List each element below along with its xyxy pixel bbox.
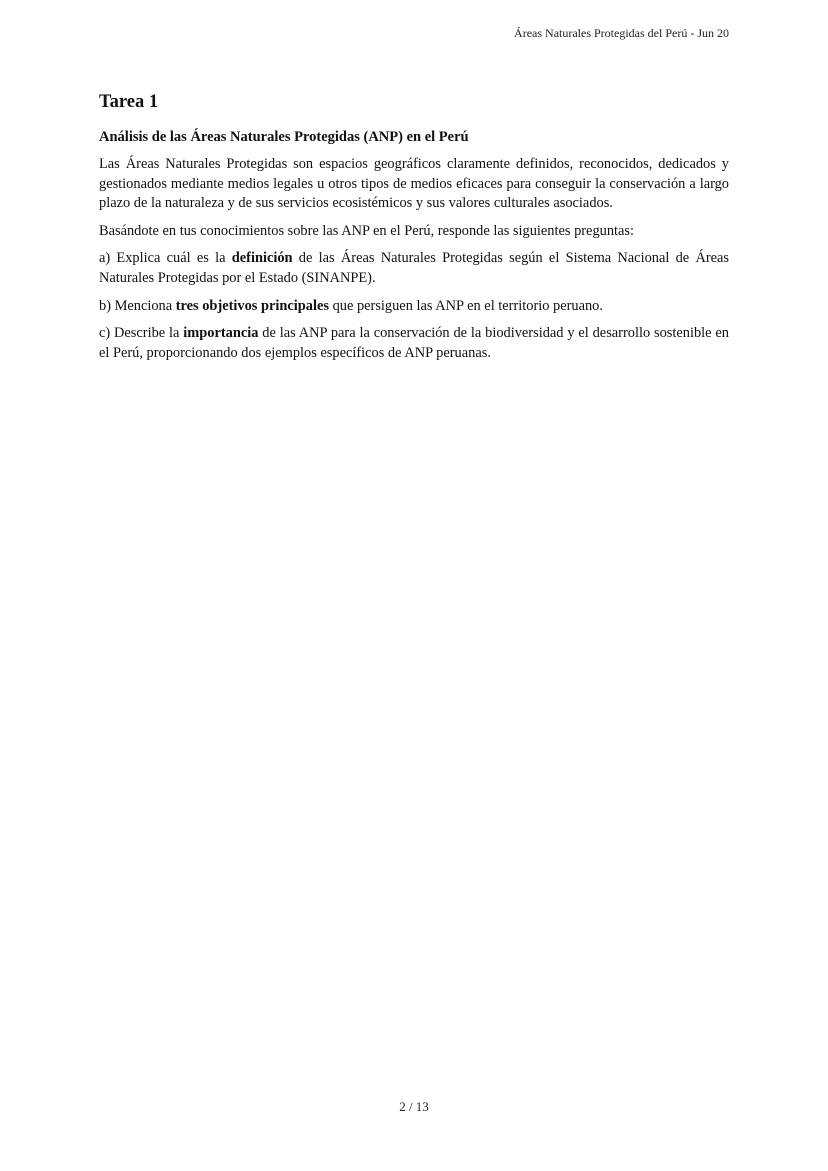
question-c [99,324,729,363]
running-header: Áreas Naturales Protegidas del Perú - Jun 20 [514,26,729,40]
question-c-text-rest: de las ANP para la conservación de la biodiversidad y el desarrollo sostenible en el Perú, proporcionando dos ejemplos específicos de ANP peruanas. [99,325,729,361]
question-a [99,249,729,288]
question-c-keyword: importancia [183,325,259,342]
question-a-text: a) Explica cuál es la [99,250,232,267]
question-b-keyword: tres objetivos principales [175,297,329,314]
question-b [99,297,729,317]
page-number: 2 / 13 [399,1099,429,1114]
document-body [99,92,729,371]
intro-paragraph: Las Áreas Naturales Protegidas son espacios geográficos claramente definidos, reconocidos, dedicados y gestionados mediante medios legales u otros tipos de medios eficaces para conseguir la conservación a largo plazo de la naturaleza y de sus servicios ecosistémicos y sus valores culturales asociados. [99,156,729,212]
section-title: Análisis de las Áreas Naturales Protegidas (ANP) en el Perú [99,129,469,145]
question-b-text-rest: que persiguen las ANP en el territorio peruano. [328,297,603,314]
question-a-keyword: definición [231,250,293,267]
question-a-text-rest: de las Áreas Naturales Protegidas según el Sistema Nacional de Áreas Naturales Protegidas por el Estado (SINANPE). [99,250,730,286]
question-c-text: c) Describe la [99,325,184,342]
question-b-text: b) Menciona [99,297,176,314]
instruction-paragraph: Basándote en tus conocimientos sobre las ANP en el Perú, responde las siguientes preguntas: [99,222,635,239]
task-title: Tarea 1 [99,92,159,112]
